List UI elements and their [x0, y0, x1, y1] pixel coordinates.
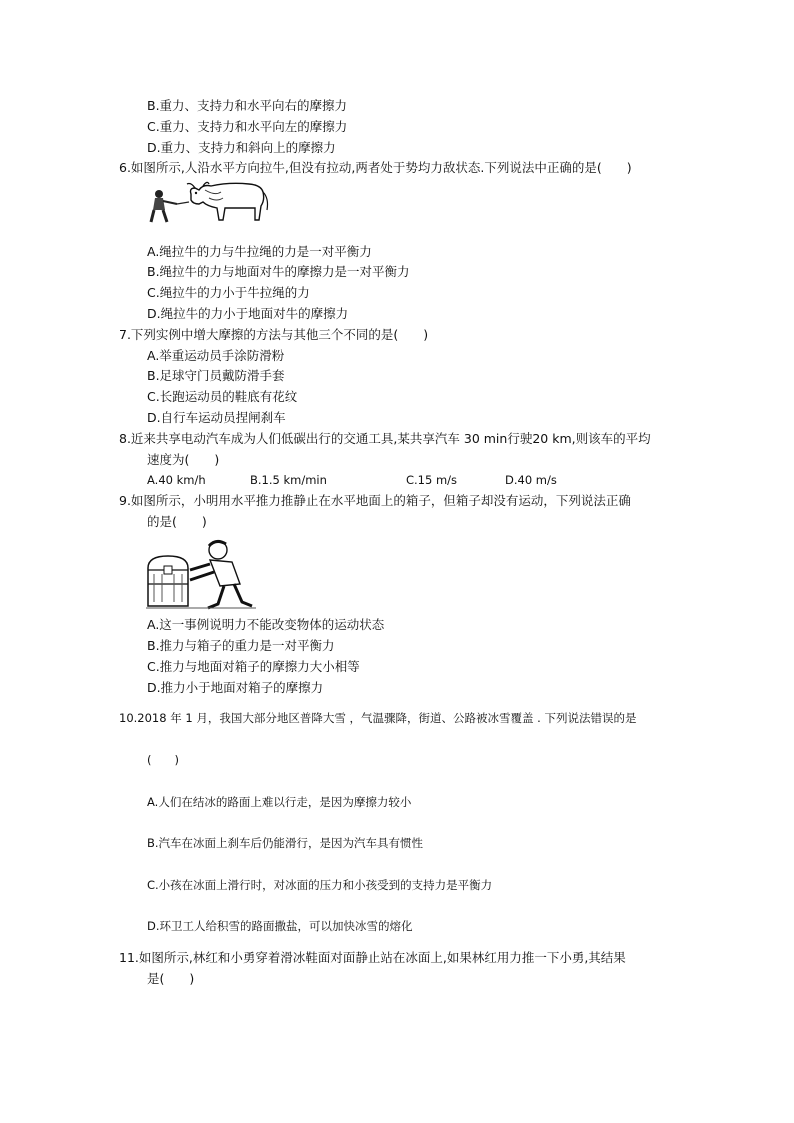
q8-option-b: B.1.5 km/min [250, 473, 327, 487]
q6-option-a: A.绳拉牛的力与牛拉绳的力是一对平衡力 [147, 244, 372, 259]
q10-option-d: D.环卫工人给积雪的路面撒盐，可以加快冰雪的熔化 [147, 919, 413, 933]
q7-option-c: C.长跑运动员的鞋底有花纹 [147, 389, 298, 404]
q9-stem-line2: 的是( ) [147, 514, 207, 529]
q8-option-c: C.15 m/s [406, 473, 458, 487]
q10-option-c: C.小孩在冰面上滑行时，对冰面的压力和小孩受到的支持力是平衡力 [147, 878, 493, 892]
q11-stem-line1: 11.如图所示,林红和小勇穿着滑冰鞋面对面静止站在冰面上,如果林红用力推一下小勇,其结果 [119, 950, 626, 965]
q8-stem-line1: 8.近来共享电动汽车成为人们低碳出行的交通工具,某共享汽车 30 min行驶20 km,则该车的平均 [119, 431, 651, 446]
q9-stem-line1: 9.如图所示，小明用水平推力推静止在水平地面上的箱子，但箱子却没有运动，下列说法正确 [119, 493, 631, 508]
q9-option-c: C.推力与地面对箱子的摩擦力大小相等 [147, 659, 360, 674]
q8-option-a: A.40 km/h [147, 473, 206, 487]
q8-option-d: D.40 m/s [505, 473, 557, 487]
q5-option-b: B.重力、支持力和水平向右的摩擦力 [147, 98, 348, 113]
q10-option-a: A.人们在结冰的路面上难以行走，是因为摩擦力较小 [147, 795, 412, 809]
q9-option-d: D.推力小于地面对箱子的摩擦力 [147, 680, 324, 695]
q9-option-b: B.推力与箱子的重力是一对平衡力 [147, 638, 335, 653]
q5-option-d: D.重力、支持力和斜向上的摩擦力 [147, 140, 336, 155]
q6-option-d: D.绳拉牛的力小于地面对牛的摩擦力 [147, 306, 349, 321]
q5-option-c: C.重力、支持力和水平向左的摩擦力 [147, 119, 348, 134]
q10-option-b: B.汽车在冰面上刹车后仍能滑行，是因为汽车具有惯性 [147, 836, 424, 850]
q6-option-c: C.绳拉牛的力小于牛拉绳的力 [147, 285, 310, 300]
q6-option-b: B.绳拉牛的力与地面对牛的摩擦力是一对平衡力 [147, 264, 410, 279]
q10-stem-line1: 10.2018 年 1 月，我国大部分地区普降大雪 ，气温骤降，街道、公路被冰雪覆盖 . 下列说法错误的是 [119, 711, 637, 725]
q6-stem: 6.如图所示,人沿水平方向拉牛,但没有拉动,两者处于势均力敌状态.下列说法中正确的是( ) [119, 160, 632, 175]
q8-stem-line2: 速度为( ) [147, 452, 220, 467]
q7-option-a: A.举重运动员手涂防滑粉 [147, 348, 285, 363]
q7-stem: 7.下列实例中增大摩擦的方法与其他三个不同的是( ) [119, 327, 429, 342]
q7-option-b: B.足球守门员戴防滑手套 [147, 368, 285, 383]
q7-option-d: D.自行车运动员捏闸刹车 [147, 410, 286, 425]
boy-pushing-box-figure [146, 538, 256, 612]
q11-stem-line2: 是( ) [147, 971, 195, 986]
q9-option-a: A.这一事例说明力不能改变物体的运动状态 [147, 617, 385, 632]
q10-stem-line2: ( ) [147, 753, 179, 767]
man-pulling-ox-figure [149, 180, 271, 226]
